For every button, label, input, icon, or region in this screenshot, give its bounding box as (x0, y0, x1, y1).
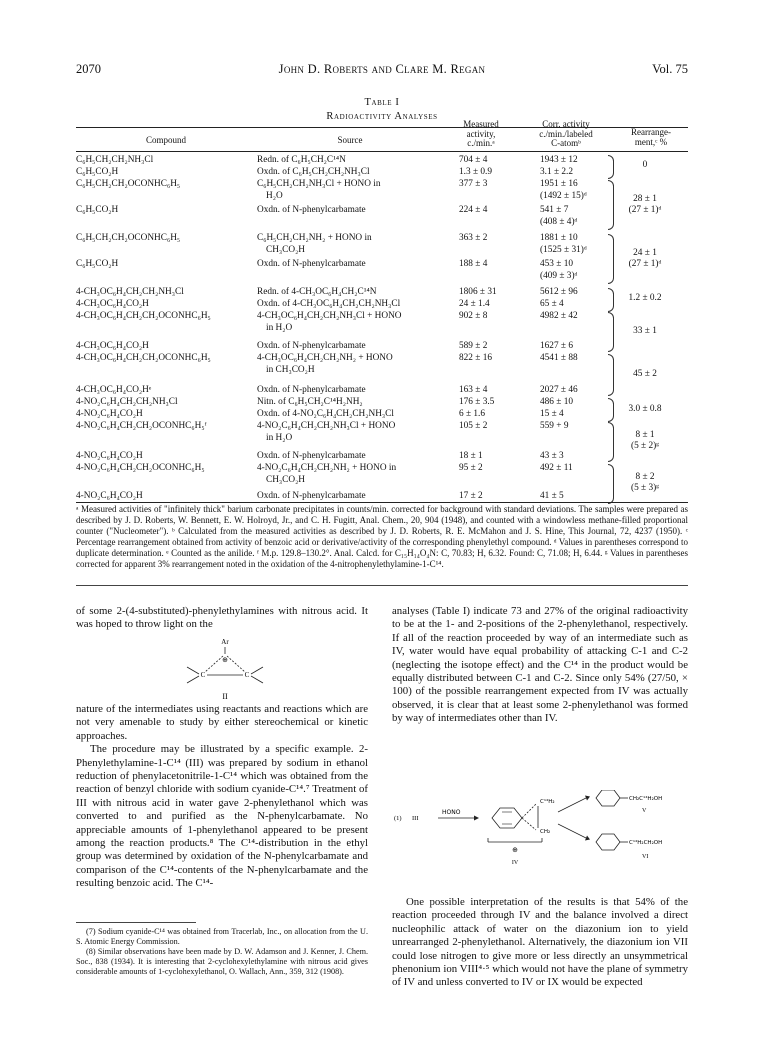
cell-source: Oxdn. of N-phenylcarbamate (257, 491, 366, 501)
product-arrow (558, 824, 586, 838)
table-row (76, 154, 688, 166)
cell-corr: 559 + 9 (540, 421, 569, 431)
col-header-corr-l2: c./min./labeled (539, 128, 593, 139)
cell-corr: 15 ± 4 (540, 409, 564, 419)
col-header-corrected (524, 120, 608, 149)
col-header-rearrangement (614, 128, 688, 147)
scheme-vi-substituent: C¹⁴H₂CH₂OH (629, 840, 663, 846)
table-row (76, 364, 688, 376)
cell-corr: 1943 ± 12 (540, 155, 578, 165)
table-row (76, 244, 688, 256)
paragraph: of some 2-(4-substituted)-phenylethylamines with nitrous acid. It was hoped to throw light on the (76, 605, 368, 631)
cell-source: Oxdn. of N-phenylcarbamate (257, 259, 366, 269)
cell-corr: 41 ± 5 (540, 491, 564, 501)
cell-corr: 43 ± 3 (540, 451, 564, 461)
cell-measured: 1806 ± 31 (459, 287, 497, 297)
cell-measured: 105 ± 2 (459, 421, 488, 431)
cell-source: CH₃CO₂H (266, 475, 306, 485)
table-row (76, 474, 688, 486)
table-row (76, 420, 688, 432)
col-header-measured-l2: activity, (466, 128, 496, 139)
arrow-head (474, 816, 479, 821)
table-row (76, 450, 688, 462)
scheme-v: V (642, 808, 647, 814)
paragraph: The procedure may be illustrated by a specific example. 2-Phenylethylamine-1-C¹⁴ (III) was prepared by sodium in ethanol reduction of phenylacetonitrile-1-C¹⁴ which was obtained from the reaction of benzyl chloride with sodium cyanide-C¹⁴.⁷ Treatment of III with nitrous acid in water gave 2-phenylethanol which was converted to and purified as the N-phenylcarbamate. No appreciable amounts of 1-phenylethanol appeared to be present among the reaction products.⁸ The C¹⁴-distribution in the ethyl group was determined by oxidation of the N-phenylcarbamate and comparison of the C¹⁴-contents of the N-phenylcarbamate and the resulting benzoic acid. The C¹⁴- (76, 743, 368, 890)
cell-measured: 224 ± 4 (459, 205, 488, 215)
cell-measured: 24 ± 1.4 (459, 299, 490, 309)
rearrangement-value-b: (5 ± 2)ᵍ (630, 441, 660, 451)
rearrangement-value-b: (27 ± 1)ᵈ (628, 205, 662, 215)
cell-compound: 4-NO₂C₆H₄CH₂CH₂OCONHC₆H₅ (76, 463, 205, 473)
table-subtitle: Radioactivity Analyses (326, 111, 438, 122)
bond-line (522, 804, 536, 818)
structure-ii-plus: ⊕ (222, 656, 228, 664)
table-row (76, 232, 688, 244)
cell-source: Oxdn. of C₆H₅CH₂CH₂NH₃Cl (257, 167, 370, 177)
bond-line (187, 676, 199, 683)
cell-measured: 363 ± 2 (459, 233, 488, 243)
cell-compound: 4-CH₃OC₆H₄CH₂CH₂OCONHC₆H₅ (76, 311, 211, 321)
cell-compound: C₆H₅CH₂CH₂OCONHC₆H₅ (76, 233, 181, 243)
right-column-continued (392, 896, 688, 990)
table-bottom-rule (76, 502, 688, 503)
table-row (76, 190, 688, 202)
cell-compound: C₆H₅CO₂H (76, 259, 119, 269)
cell-compound: C₆H₅CH₂CH₂OCONHC₆H₅ (76, 179, 181, 189)
table-row (76, 340, 688, 352)
scheme-iii: III (412, 815, 419, 822)
cell-source: Oxdn. of 4-CH₃OC₆H₄CH₂CH₂NH₃Cl (257, 299, 401, 309)
left-column-continued (76, 703, 368, 891)
cell-corr: 65 ± 4 (540, 299, 564, 309)
cell-measured: 17 ± 2 (459, 491, 483, 501)
product-arrow (558, 798, 586, 812)
rearrangement-value (602, 430, 688, 452)
cell-corr: 486 ± 10 (540, 397, 573, 407)
page-number: 2070 (76, 62, 101, 76)
benzene-ring (596, 790, 620, 806)
benzene-ring (596, 834, 620, 850)
cell-compound: 4-CH₃OC₆H₄CO₂H (76, 299, 149, 309)
table-row (76, 298, 688, 310)
table-row (76, 258, 688, 270)
table-row (76, 310, 688, 322)
reference-8: (8) Similar observations have been made by D. W. Adamson and J. Kenner, J. Chem. Soc., 838 (1934). It is interesting that 2-cyclohexylethylamine with nitrous acid gives considerable amounts of 1-cyclohexylethanol, O. Wallach, Ann., 359, 312 (1908). (76, 947, 368, 976)
rearrangement-value: 45 ± 2 (633, 369, 657, 379)
cell-source: Nitn. of C₆H₅CH₂C¹⁴H₂NH₂ (257, 397, 363, 407)
cell-source: Oxdn. of N-phenylcarbamate (257, 205, 366, 215)
col-header-corr-l1: Corr. activity (542, 119, 590, 129)
rearrangement-value (602, 248, 688, 270)
cell-corr: 3.1 ± 2.2 (540, 167, 573, 177)
cell-compound: C₆H₅CO₂H (76, 167, 119, 177)
cell-corr: 492 ± 11 (540, 463, 573, 473)
rearrangement-value: 33 ± 1 (633, 326, 657, 336)
scheme-number: (1) (394, 815, 402, 822)
rearrangement-value: 0 (642, 160, 648, 170)
cell-compound: 4-CH₃OC₆H₄CO₂H (76, 341, 149, 351)
paragraph: analyses (Table I) indicate 73 and 27% of the original radioactivity to be at the 1- and 2-positions of the 2-phenylethanol, respectively. If all of the reaction proceeded by way of an intermediate such as IV, water would have equal probability of attacking C-1 and C-2 (neglecting the isotope effect) and the C¹⁴ in the product would be equally distributed between C-1 and C-2. Since only 54% (27/50, × 100) of the possible rearrangement expected from IV was actually observed, it is clear that at least some 2-phenylethanol was formed by way of intermediates other than IV. (392, 605, 688, 725)
cell-source: Redn. of C₆H₅CH₂C¹⁴N (257, 155, 346, 165)
table-end-rule (76, 585, 688, 586)
col-header-source: Source (337, 135, 363, 145)
reference-list (76, 927, 368, 977)
paragraph: One possible interpretation of the results is that 54% of the reaction proceeded through IV and the balance involved a direct nucleophilic attack of water on the diazonium ion to yield unrearranged 2-phenylethanol. Alternatively, the diazonium ion VII could lose nitrogen to give more or less directly an unsymmetrical phenonium ion VIII⁴·⁵ which would not have the plane of symmetry of IV and unless converted to IV or IX would be expected (392, 896, 688, 989)
col-header-measured-l1: Measured (463, 119, 499, 129)
bond-line (522, 818, 536, 830)
table-row (76, 462, 688, 474)
right-column (392, 605, 688, 726)
cell-compound: 4-NO₂C₆H₄CH₂CH₂NH₃Cl (76, 397, 178, 407)
cell-source: 4-NO₂C₆H₄CH₂CH₂NH₃Cl + HONO (257, 421, 396, 431)
cell-compound: 4-NO₂C₆H₄CH₂CH₂OCONHC₆H₅ᶠ (76, 421, 207, 431)
volume-label: Vol. 75 (652, 62, 688, 76)
cell-measured: 188 ± 4 (459, 259, 488, 269)
cell-source: Redn. of 4-CH₃OC₆H₄CH₂C¹⁴N (257, 287, 377, 297)
cell-source: 4-CH₃OC₆H₄CH₂CH₂NH₂ + HONO (257, 353, 393, 363)
structure-ii-label: II (222, 692, 228, 701)
running-head (76, 62, 688, 78)
cell-compound: C₆H₅CO₂H (76, 205, 119, 215)
scheme-ch2-b: CH₂ (540, 829, 551, 835)
cell-measured: 95 ± 2 (459, 463, 483, 473)
table-row (76, 286, 688, 298)
cell-compound: 4-NO₂C₆H₄CO₂H (76, 451, 143, 461)
scheme-v-substituent: CH₂C¹⁴H₂OH (629, 796, 663, 802)
cell-source: Oxdn. of N-phenylcarbamate (257, 385, 366, 395)
rearrangement-value-a: 28 ± 1 (633, 194, 657, 204)
cell-measured: 704 ± 4 (459, 155, 488, 165)
cell-measured: 377 ± 3 (459, 179, 488, 189)
structure-ii-c1: C (200, 671, 206, 679)
rearrangement-value-a: 8 ± 2 (635, 472, 655, 482)
cell-compound: 4-NO₂C₆H₄CO₂H (76, 409, 143, 419)
table-row (76, 178, 688, 190)
table-row (76, 490, 688, 502)
cell-measured: 176 ± 3.5 (459, 397, 495, 407)
cell-measured: 1.3 ± 0.9 (459, 167, 492, 177)
footnote-rule (76, 922, 196, 923)
col-header-measured (446, 120, 516, 149)
cell-corr: 1627 ± 6 (540, 341, 573, 351)
structure-ii-diagram (165, 636, 285, 702)
bond-line (251, 667, 263, 674)
cell-source: Oxdn. of N-phenylcarbamate (257, 451, 366, 461)
cell-compound: 4-CH₃OC₆H₄CH₂CH₂NH₃Cl (76, 287, 184, 297)
table-row (76, 384, 688, 396)
scheme-iv: IV (511, 860, 519, 866)
paragraph: nature of the intermediates using reactants and reactions which are not very amenable to study by either stereochemical or kinetic approaches. (76, 703, 368, 742)
table-header-rule (76, 151, 688, 152)
table-row (76, 166, 688, 178)
scheme-plus: ⊕ (512, 846, 518, 854)
rearrangement-value-a: 24 ± 1 (633, 248, 657, 258)
cell-corr: (1492 ± 15)ᵈ (540, 191, 587, 201)
table-row (76, 396, 688, 408)
structure-ii-c2: C (244, 671, 250, 679)
cell-corr: 4541 ± 88 (540, 353, 578, 363)
cell-measured: 6 ± 1.6 (459, 409, 486, 419)
cell-compound: 4-NO₂C₆H₄CO₂H (76, 491, 143, 501)
cell-corr: 4982 ± 42 (540, 311, 578, 321)
scheme-ch2-a: C¹⁴H₂ (540, 799, 555, 805)
cell-corr: 541 ± 7 (540, 205, 569, 215)
table-row (76, 408, 688, 420)
benzene-ring (492, 808, 522, 828)
rearrangement-value: 1.2 ± 0.2 (628, 293, 662, 303)
cell-corr: (1525 ± 31)ᵈ (540, 245, 587, 255)
cell-source: C₆H₅CH₂CH₂NH₃Cl + HONO in (257, 179, 381, 189)
cell-source: 4-CH₃OC₆H₄CH₂CH₂NH₃Cl + HONO (257, 311, 402, 321)
cell-measured: 902 ± 8 (459, 311, 488, 321)
bond-line (227, 656, 245, 672)
table-row (76, 322, 688, 334)
table-title: Table I (364, 97, 400, 108)
rearrangement-value: 3.0 ± 0.8 (628, 404, 662, 414)
col-header-rearr-l2: ment,ᶜ % (634, 136, 668, 147)
bond-line (205, 656, 223, 672)
rearrangement-value-a: 8 ± 1 (635, 430, 655, 440)
cell-compound: 4-CH₃OC₆H₄CO₂Hᵉ (76, 385, 152, 395)
rearrangement-value (602, 472, 688, 494)
cell-measured: 163 ± 4 (459, 385, 488, 395)
bond-line (187, 667, 199, 674)
table-row (76, 270, 688, 282)
rearrangement-value (602, 194, 688, 216)
cell-corr: 1951 ± 16 (540, 179, 578, 189)
cell-source: in CH₃CO₂H (266, 365, 315, 375)
cell-corr: 2027 ± 46 (540, 385, 578, 395)
col-header-corr-l3: C-atomᵇ (551, 138, 581, 148)
bond-line (251, 676, 263, 683)
left-column (76, 605, 368, 632)
reference-7: (7) Sodium cyanide-C¹⁴ was obtained from Tracerlab, Inc., on allocation from the U. S. Atomic Energy Commission. (76, 927, 368, 946)
cell-measured: 18 ± 1 (459, 451, 483, 461)
cell-measured: 822 ± 16 (459, 353, 492, 363)
col-header-rearr-l1: Rearrange- (631, 127, 671, 137)
reaction-scheme-diagram (392, 790, 688, 890)
table-row (76, 352, 688, 364)
cell-corr: 453 ± 10 (540, 259, 573, 269)
cell-source: in H₂O (266, 323, 293, 333)
cell-source: H₂O (266, 191, 283, 201)
cell-corr: 1881 ± 10 (540, 233, 578, 243)
cell-compound: 4-CH₃OC₆H₄CH₂CH₂OCONHC₆H₅ (76, 353, 211, 363)
cell-corr: 5612 ± 96 (540, 287, 578, 297)
cell-corr: (409 ± 3)ᵈ (540, 271, 578, 281)
scheme-vi: VI (642, 854, 649, 860)
table-row (76, 204, 688, 216)
cell-compound: C₆H₅CH₂CH₂NH₃Cl (76, 155, 154, 165)
cell-corr: (408 ± 4)ᵈ (540, 217, 578, 227)
cell-measured: 589 ± 2 (459, 341, 488, 351)
col-header-measured-l3: c./min.ᵃ (467, 138, 495, 148)
cell-source: 4-NO₂C₆H₄CH₂CH₂NH₂ + HONO in (257, 463, 397, 473)
structure-ii-ar: Ar (221, 638, 229, 646)
table-row (76, 432, 688, 444)
cell-source: Oxdn. of N-phenylcarbamate (257, 341, 366, 351)
cell-source: Oxdn. of 4-NO₂C₆H₄CH₂CH₂NH₃Cl (257, 409, 394, 419)
cell-source: CH₃CO₂H (266, 245, 306, 255)
table-row (76, 216, 688, 228)
rearrangement-value-b: (27 ± 1)ᵈ (628, 259, 662, 269)
col-header-compound: Compound (145, 135, 186, 145)
cell-source: in H₂O (266, 433, 293, 443)
cell-source: C₆H₅CH₂CH₂NH₂ + HONO in (257, 233, 372, 243)
scheme-reagent: HONO (442, 809, 461, 816)
rearrangement-value-b: (5 ± 3)ᵍ (630, 483, 660, 493)
author-line: John D. Roberts and Clare M. Regan (278, 62, 486, 76)
table-footnotes: ᵃ Measured activities of "infinitely thick" barium carbonate precipitates in counts/min. corrected for background with standard deviations. The samples were prepared as described by J. D. Roberts, W. Bennett, E. W. Holroyd, Jr., and C. H. Fugitt, Anal. Chem., 20, 904 (1948), and counted with a windowless methane-filled proportional counter ("Nucleometer"). ᵇ Calculated from the measured activities as described by J. D. Roberts, R. E. McMahon and J. S. Hine, This Journal, 72, 4237 (1950). ᶜ Percentage rearrangement obtained from activity of benzoic acid or derivative/activity of the corresponding phenylethyl compound. ᵈ Values in parentheses correspond to duplicate determination. ᵉ Counted as the anilide. ᶠ M.p. 129.8–130.2°. Anal. Calcd. for C₁₅H₁₄O₄N: C, 70.83; H, 6.32. Found: C, 71.08; H, 6.44. ᵍ Values in parentheses corrected for apparent 3% rearrangement noted in the oxidation of the 4-nitrophenylethylamine-1-C¹⁴. (76, 504, 688, 569)
